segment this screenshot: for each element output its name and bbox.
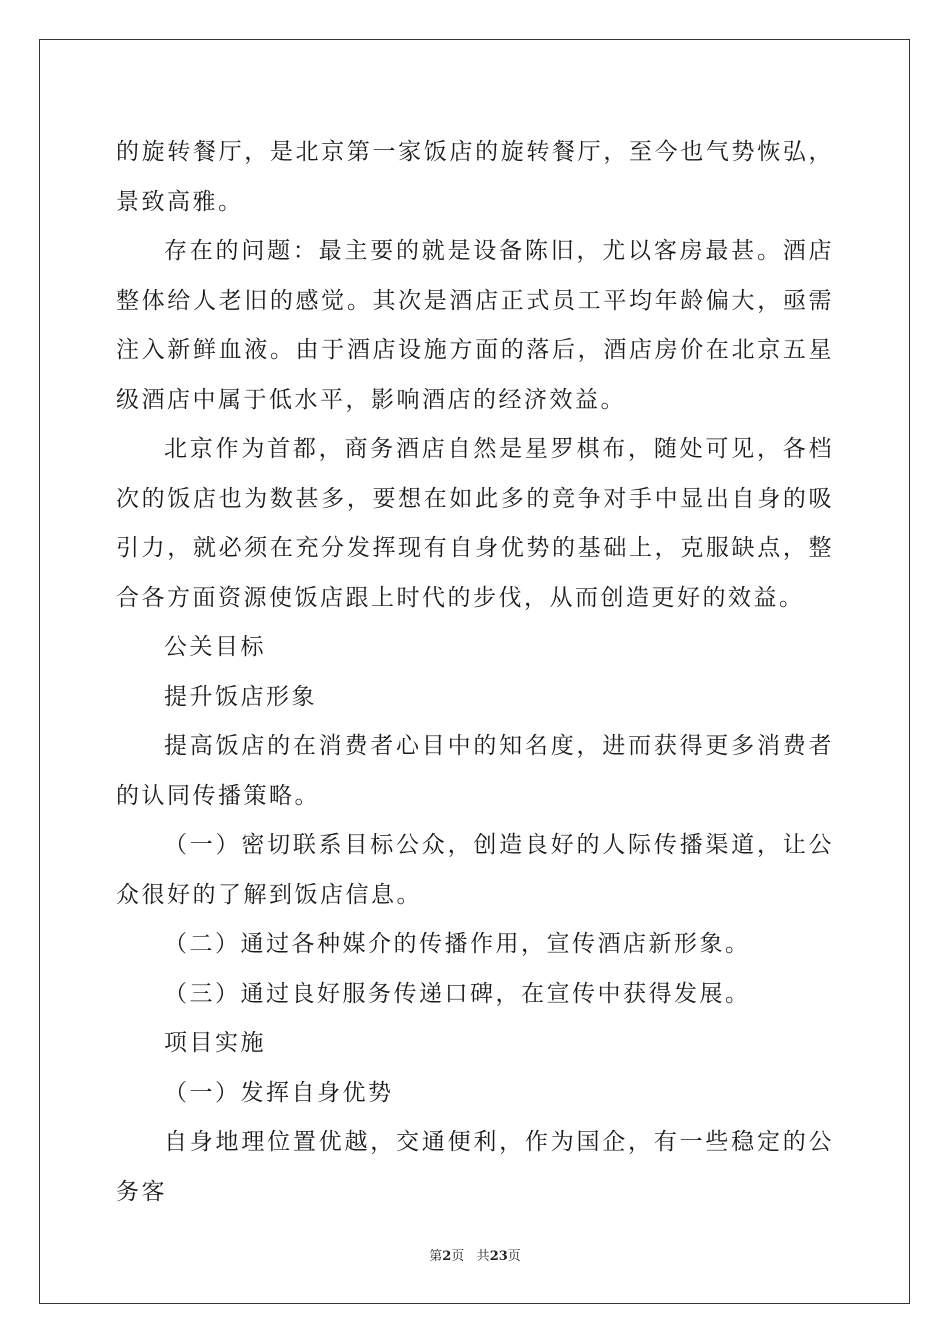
paragraph-1: 的旋转餐厅，是北京第一家饭店的旋转餐厅，至今也气势恢弘，景致高雅。 [116,139,834,215]
list-item-1: （一）密切联系目标公众，创造良好的人际传播渠道，让公众很好的了解到饭店信息。 [116,832,834,908]
paragraph-6: 提高饭店的在消费者心目中的知名度，进而获得更多消费者的认同传播策略。 [116,733,834,809]
page-footer [0,1245,950,1264]
paragraph-12: 自身地理位置优越，交通便利，作为国企，有一些稳定的公务客 [116,1129,834,1205]
paragraph-3: 北京作为首都，商务酒店自然是星罗棋布，随处可见，各档次的饭店也为数甚多，要想在如此多的竞争对手中显出自身的吸引力，就必须在充分发挥现有自身优势的基础上，克服缺点，整合各方面资源使饭店跟上时代的步伐，从而创造更好的效益。 [116,436,834,611]
footer-total-pages: 23 [489,1249,508,1264]
list-item-3: （三）通过良好服务传递口碑，在宣传中获得发展。 [164,980,751,1007]
heading-image: 提升饭店形象 [164,683,317,710]
heading-pr-goal: 公关目标 [164,634,266,660]
subheading-advantage: （一）发挥自身优势 [164,1079,394,1106]
footer-page-suffix: 页 [451,1249,465,1264]
document-body [116,128,834,1217]
footer-total-prefix: 共 [476,1249,490,1264]
footer-page-number: 2 [442,1249,452,1264]
paragraph-2: 存在的问题：最主要的就是设备陈旧，尤以客房最甚。酒店整体给人老旧的感觉。其次是酒店正式员工平均年龄偏大，亟需注入新鲜血液。由于酒店设施方面的落后，酒店房价在北京五星级酒店中属于低水平，影响酒店的经济效益。 [116,238,834,413]
heading-implementation: 项目实施 [164,1030,266,1056]
list-item-2: （二）通过各种媒介的传播作用，宣传酒店新形象。 [164,931,751,957]
footer-page-prefix: 第 [429,1249,443,1264]
footer-total-suffix: 页 [507,1249,521,1264]
